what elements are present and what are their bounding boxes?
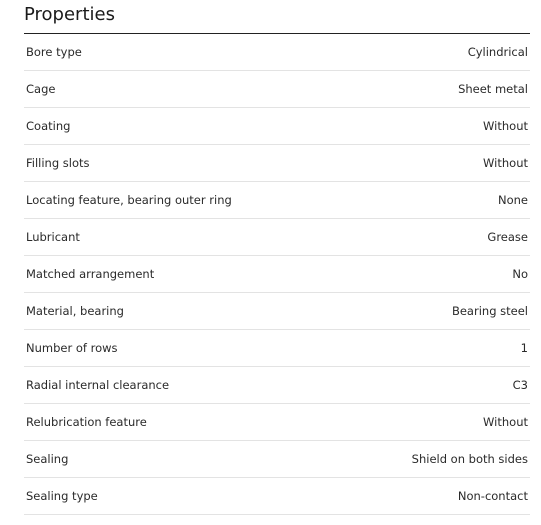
property-label: Radial internal clearance	[26, 378, 170, 392]
property-label: Sealing	[26, 452, 69, 466]
property-value: Non-contact	[457, 489, 528, 503]
properties-panel	[24, 0, 530, 515]
property-value: 1	[520, 341, 528, 355]
property-row	[24, 219, 530, 256]
property-row	[24, 367, 530, 404]
property-value: Without	[483, 119, 528, 133]
property-row	[24, 34, 530, 71]
property-value: Without	[483, 415, 528, 429]
property-value: None	[497, 193, 528, 207]
property-label: Material, bearing	[26, 304, 124, 318]
property-label: Filling slots	[26, 156, 90, 170]
property-value: C3	[512, 378, 528, 392]
property-value: Grease	[487, 230, 528, 244]
property-label: Locating feature, bearing outer ring	[26, 193, 232, 207]
property-row	[24, 441, 530, 478]
property-value: Cylindrical	[467, 45, 528, 59]
property-row	[24, 71, 530, 108]
property-label: Bore type	[26, 45, 82, 59]
property-label: Coating	[26, 119, 71, 133]
property-label: Relubrication feature	[26, 415, 147, 429]
property-label: Sealing type	[26, 489, 98, 503]
property-label: Cage	[26, 82, 56, 96]
property-label: Lubricant	[26, 230, 80, 244]
property-value: Shield on both sides	[411, 452, 528, 466]
property-label: Number of rows	[26, 341, 118, 355]
property-row	[24, 330, 530, 367]
property-row	[24, 256, 530, 293]
properties-list	[24, 34, 530, 515]
property-value: Bearing steel	[451, 304, 528, 318]
property-value: No	[512, 267, 528, 281]
property-label: Matched arrangement	[26, 267, 155, 281]
property-value: Sheet metal	[458, 82, 528, 96]
property-row	[24, 293, 530, 330]
property-row	[24, 182, 530, 219]
property-row	[24, 478, 530, 515]
page-title: Properties	[24, 0, 530, 34]
property-row	[24, 145, 530, 182]
property-row	[24, 404, 530, 441]
property-value: Without	[483, 156, 528, 170]
property-row	[24, 108, 530, 145]
